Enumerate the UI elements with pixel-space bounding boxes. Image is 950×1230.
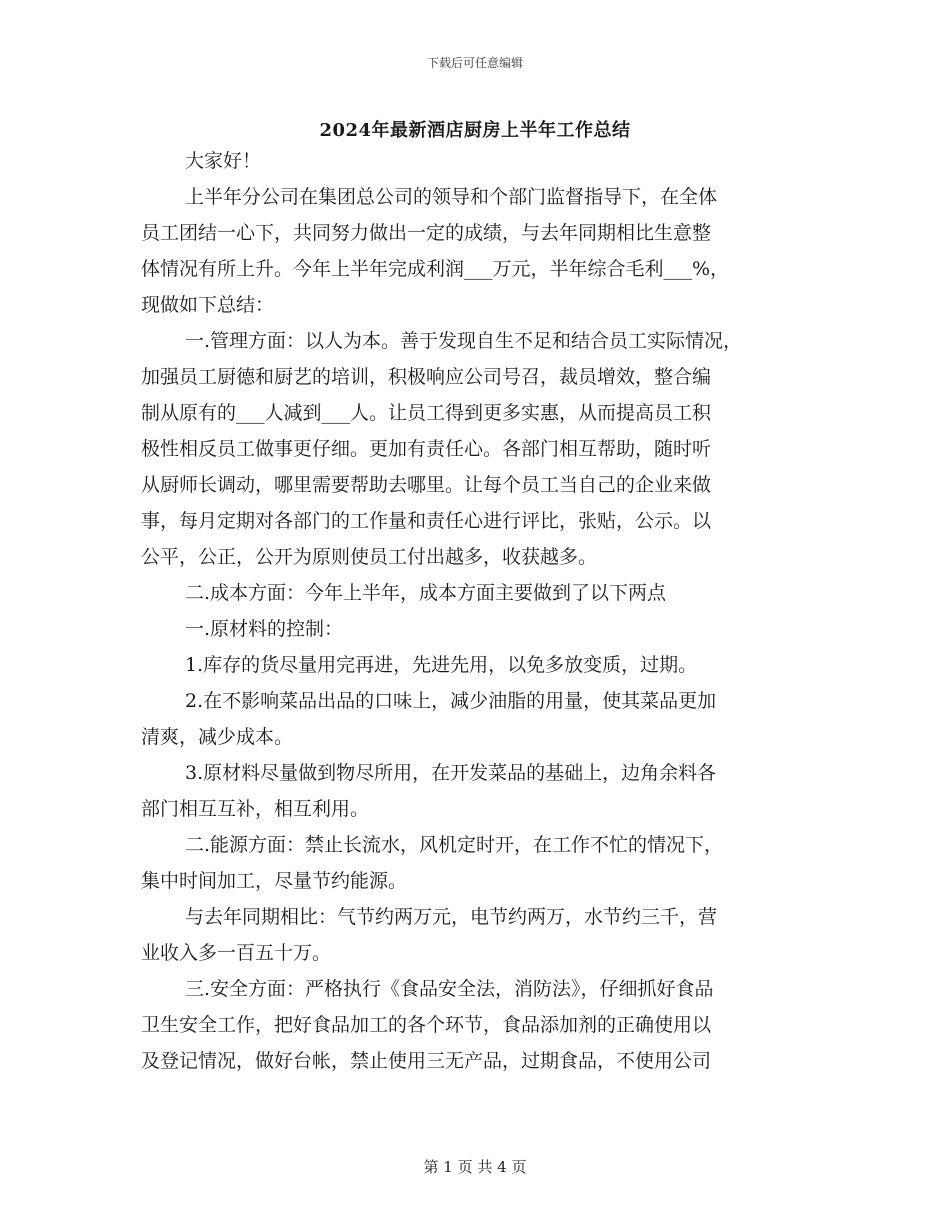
text-line: 二.成本方面：今年上半年，成本方面主要做到了以下两点	[185, 582, 667, 604]
text-line: 2.在不影响菜品出品的口味上，减少油脂的用量，使其菜品更加	[185, 690, 717, 712]
text-line: 卫生安全工作，把好食品加工的各个环节，食品添加剂的正确使用以	[141, 1014, 712, 1036]
text-line: 部门相互互补，相互利用。	[141, 798, 370, 820]
text-line: 极性相反员工做事更仔细。更加有责任心。各部门相互帮助，随时听	[141, 438, 712, 460]
text-line: 制从原有的___人减到___人。让员工得到更多实惠，从而提高员工积	[141, 402, 712, 424]
text-line: 从厨师长调动，哪里需要帮助去哪里。让每个员工当自己的企业来做	[141, 474, 712, 496]
text-line: 员工团结一心下，共同努力做出一定的成绩，与去年同期相比生意整	[141, 222, 712, 244]
text-line: 一.原材料的控制：	[185, 618, 344, 640]
document-body	[141, 143, 821, 1079]
text-line: 公平，公正，公开为原则使员工付出越多，收获越多。	[141, 546, 598, 568]
text-line: 大家好！	[185, 150, 262, 172]
text-line: 清爽，减少成本。	[141, 726, 294, 748]
text-line: 3.原材料尽量做到物尽所用，在开发菜品的基础上，边角余料各	[185, 762, 717, 784]
text-line: 三.安全方面：严格执行《食品安全法，消防法》，仔细抓好食品	[185, 978, 714, 1000]
text-line: 体情况有所上升。今年上半年完成利润___万元，半年综合毛利___%，	[141, 258, 730, 280]
text-line: 及登记情况，做好台帐，禁止使用三无产品，过期食品，不使用公司	[141, 1050, 712, 1072]
header-note: 下载后可任意编辑	[426, 56, 523, 70]
document-title: 2024年最新酒店厨房上半年工作总结	[319, 120, 631, 141]
text-line: 1.库存的货尽量用完再进，先进先用，以免多放变质，过期。	[185, 654, 698, 676]
text-line: 现做如下总结：	[141, 294, 275, 316]
text-line: 二.能源方面：禁止长流水，风机定时开，在工作不忙的情况下，	[185, 834, 724, 856]
page-number: 第 1 页 共 4 页	[423, 1158, 527, 1176]
text-line: 业收入多一百五十万。	[141, 942, 332, 964]
text-line: 一.管理方面：以人为本。善于发现自生不足和结合员工实际情况，	[185, 330, 743, 352]
text-line: 与去年同期相比：气节约两万元，电节约两万，水节约三千，营	[185, 906, 718, 928]
text-line: 集中时间加工，尽量节约能源。	[141, 870, 408, 892]
text-line: 加强员工厨德和厨艺的培训，积极响应公司号召，裁员增效，整合编	[141, 366, 712, 388]
text-line: 上半年分公司在集团总公司的领导和个部门监督指导下，在全体	[185, 186, 718, 208]
text-line: 事，每月定期对各部门的工作量和责任心进行评比，张贴，公示。以	[141, 510, 712, 532]
